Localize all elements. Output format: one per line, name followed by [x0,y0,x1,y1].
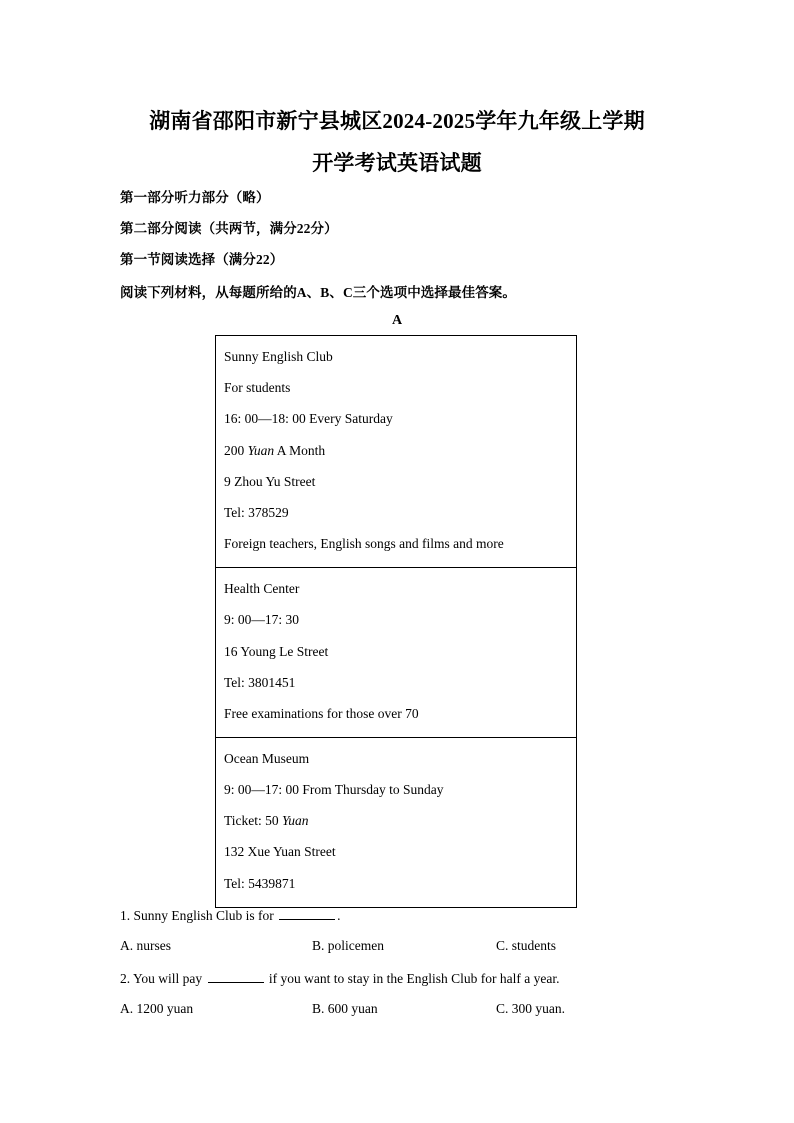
ad-price [224,443,568,458]
ad-time: 9: 00—17: 00 From Thursday to Sunday [224,782,444,798]
ad-address: 9 Zhou Yu Street [224,473,316,489]
ad-ticket [224,813,568,828]
ad-extra: Foreign teachers, English songs and films and more [224,536,504,552]
ad-tel: Tel: 3801451 [224,674,296,690]
advertisement-table [215,335,577,908]
answer-blank[interactable] [279,907,335,920]
ad-price-unit: Yuan [247,442,275,458]
question-stem: 2. You will pay [120,971,206,986]
reading-directions: 阅读下列材料，从每题所给的A、B、C三个选项中选择最佳答案。 [120,285,517,300]
ad-price-number: 200 [224,442,248,458]
question-stem-end: . [337,908,341,923]
exam-title-line-2: 开学考试英语试题 [312,151,482,175]
ad-block-health-center [216,567,576,737]
ad-address: 132 Xue Yuan Street [224,844,336,860]
option-a[interactable]: A. nurses [120,938,171,953]
ad-tel: Tel: 5439871 [224,875,296,891]
question-2 [120,970,559,987]
option-b[interactable]: B. 600 yuan [312,1001,378,1016]
ad-time: 16: 00—18: 00 Every Saturday [224,411,393,427]
question-2-options [120,1001,640,1019]
exam-title-line-1: 湖南省邵阳市新宁县城区2024-2025学年九年级上学期 [149,109,645,133]
part-one-heading: 第一部分听力部分（略） [120,190,270,205]
ad-price-tail: A Month [274,442,326,458]
ad-ticket-prefix: Ticket: 50 [224,813,283,829]
ad-extra: Free examinations for those over 70 [224,705,419,721]
ad-name: Health Center [224,581,300,597]
question-stem-end: if you want to stay in the English Club for half a year. [265,971,560,986]
ad-block-ocean-museum [216,737,576,907]
ad-audience: For students [224,380,291,396]
ad-address: 16 Young Le Street [224,643,329,659]
option-c[interactable]: C. students [496,938,557,953]
ad-name: Ocean Museum [224,750,310,766]
ad-time: 9: 00—17: 30 [224,612,300,628]
ad-name: Sunny English Club [224,349,333,364]
answer-blank[interactable] [208,970,264,983]
option-c[interactable]: C. 300 yuan. [496,1001,565,1016]
section-one-heading: 第一节阅读选择（满分22） [120,252,284,267]
option-b[interactable]: B. policemen [312,938,384,953]
part-two-heading: 第二部分阅读（共两节，满分22分） [120,221,338,236]
ad-block-english-club [216,336,576,567]
question-1-options [120,938,640,956]
ad-tel: Tel: 378529 [224,504,289,520]
question-1 [120,907,341,924]
option-a[interactable]: A. 1200 yuan [120,1001,194,1016]
ad-ticket-unit: Yuan [282,813,309,829]
passage-label: A [391,313,403,328]
question-stem: 1. Sunny English Club is for [120,908,278,923]
